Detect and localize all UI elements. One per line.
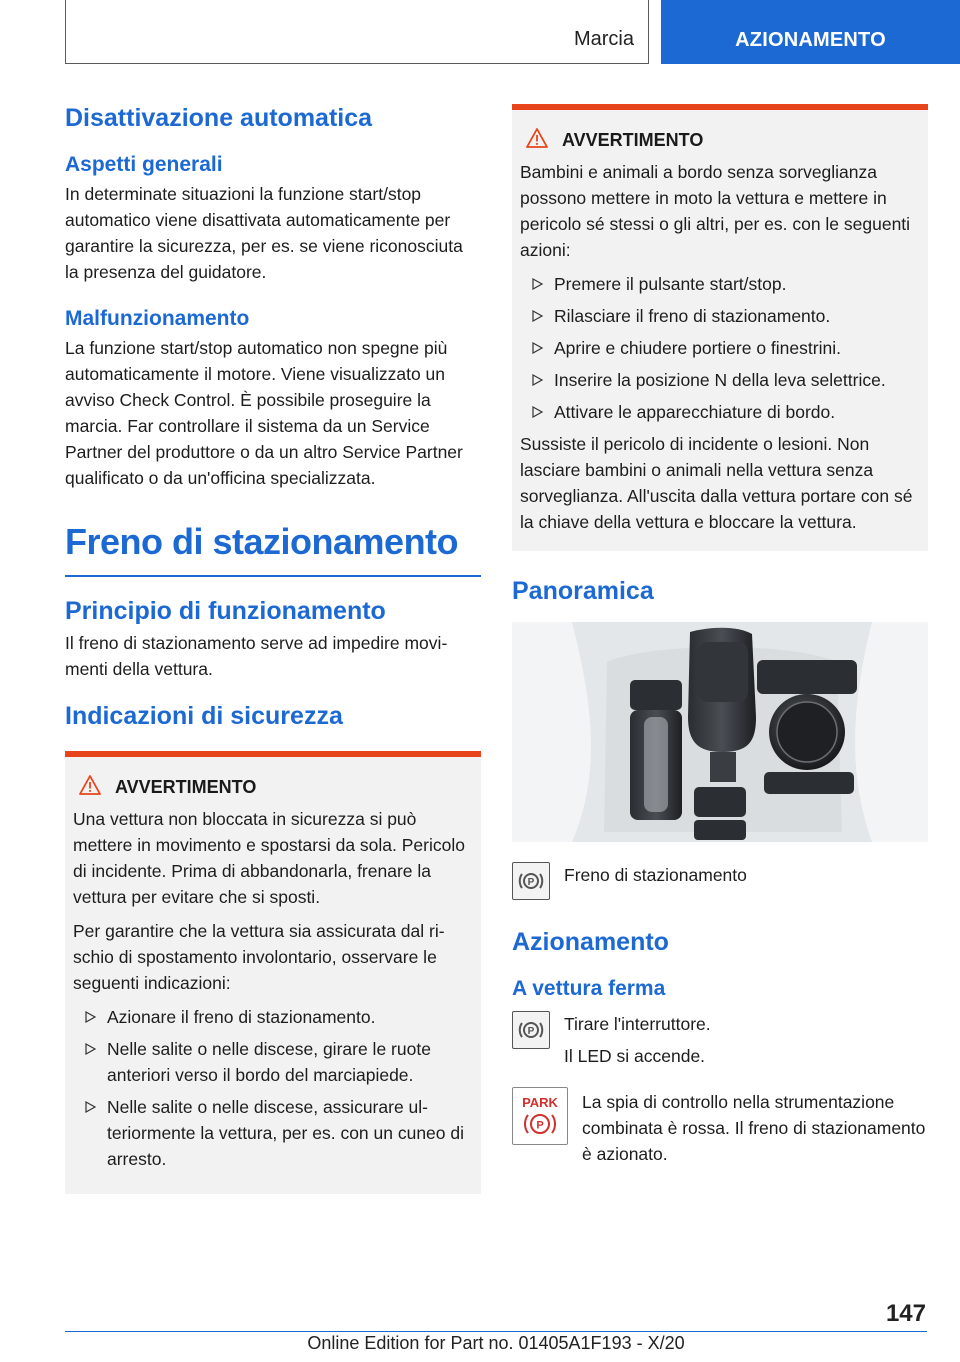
footer-edition: Online Edition for Part no. 01405A1F193 - X/20 (307, 1333, 685, 1353)
paragraph-general: In determinate situazioni la funzione start/stop automatico viene disattivata automaticamente per garantire la sicurezza, per es. se viene riconosciuta la presenza del guidatore. (65, 184, 463, 282)
footer-rule (65, 1331, 927, 1332)
warning-header (520, 128, 920, 153)
warning-list-left (73, 1004, 473, 1172)
list-item-text: Aprire e chiudere portiere o finestrini. (554, 338, 841, 358)
list-item-text: Azionare il freno di stazionamento. (107, 1006, 376, 1027)
list-item (520, 303, 920, 329)
warning-triangle-icon (526, 128, 548, 153)
chapter-title: Freno di stazionamento (65, 521, 459, 562)
left-column (65, 96, 481, 1194)
paragraph-malfunction: La funzione start/stop automatico non spegne più automaticamente il motore. Viene visualizzato un avviso Check Control. È possibile proseguire la marcia. Far controllare il sistema da un Service Partner del produttore o da un altro Service Partner qualificato o da un'officina specializzata. (65, 338, 463, 488)
triangle-bullet-icon (73, 1004, 107, 1030)
warning-paragraph-1: Una vettura non bloccata in sicurezza si può mettere in movimento e spostarsi da sola. Pericolo di incidente. Prima di abbandonarla, frenare la vettura per evitare che si sposti. (73, 808, 465, 907)
header-chapter-label: AZIONAMENTO (735, 28, 886, 51)
parking-brake-caption-row (512, 862, 928, 900)
triangle-bullet-icon (520, 367, 554, 393)
heading-principle: Principio di funzionamento (65, 596, 386, 625)
list-item (520, 399, 920, 425)
svg-text:P: P (536, 1119, 544, 1132)
warning-paragraph-2: Sussiste il pericolo di incidente o lesioni. Non lasciare bambini o animali nella vettura senza sorveglianza. All'uscita dalla vettura portare con sé la chiave della vettura e bloccare la vettura. (520, 434, 913, 532)
heading-operation: Azionamento (512, 928, 669, 956)
triangle-bullet-icon (520, 335, 554, 361)
list-item (520, 367, 920, 393)
parking-brake-icon (512, 862, 550, 900)
warning-header (73, 775, 473, 800)
warning-paragraph-2: Per garantire che la vettura sia assicurata dal rischio di spostamento involontario, osservare le seguenti indicazioni: (73, 920, 445, 993)
triangle-bullet-icon (73, 1094, 107, 1172)
list-item (520, 271, 920, 297)
header-section (65, 0, 649, 64)
warning-title: AVVERTIMENTO (562, 130, 704, 150)
warning-box-right (512, 104, 928, 551)
parking-brake-caption: Freno di stazionamento (564, 865, 747, 885)
list-item-text: Nelle salite o nelle discese, girare le ruote anteriori verso il bordo del marciapiede. (107, 1038, 431, 1085)
warning-triangle-icon (79, 775, 101, 800)
heading-safety: Indicazioni di sicurezza (65, 701, 343, 730)
indicator-text: La spia di controllo nella strumentazione combinata è rossa. Il freno di stazionamento è azionato. (582, 1092, 926, 1164)
svg-text:P: P (527, 877, 535, 888)
list-item-text: Rilasciare il freno di stazionamento. (554, 306, 831, 326)
page-number: 147 (885, 1300, 926, 1327)
indicator-row (512, 1087, 928, 1167)
list-item-text: Attivare le apparecchiature di bordo. (554, 402, 836, 422)
warning-title: AVVERTIMENTO (115, 776, 257, 797)
pull-switch-row (512, 1011, 928, 1069)
warning-list-right (520, 271, 920, 425)
park-indicator-icon (512, 1087, 568, 1145)
triangle-bullet-icon (73, 1036, 107, 1088)
triangle-bullet-icon (520, 303, 554, 329)
pull-switch-instruction: Tirare l'interruttore. (564, 1014, 711, 1034)
list-item-text: Nelle salite o nelle discese, assicurare ulteriormente la vettura, per es. con un cuneo di arresto. (107, 1096, 465, 1169)
paragraph-principle: Il freno di stazionamento serve ad impedire movimenti della vettura. (65, 632, 448, 679)
heading-automatic-deactivation: Disattivazione automatica (65, 104, 373, 132)
right-column (512, 104, 928, 1167)
heading-malfunction: Malfunzionamento (65, 307, 250, 330)
list-item (73, 1094, 473, 1172)
triangle-bullet-icon (520, 399, 554, 425)
pull-switch-text (564, 1011, 711, 1069)
triangle-bullet-icon (520, 271, 554, 297)
parking-brake-switch-icon (512, 1011, 550, 1049)
chapter-rule (65, 575, 481, 577)
led-on-text: Il LED si accende. (564, 1046, 706, 1066)
svg-text:P: P (527, 1026, 535, 1037)
warning-paragraph-1: Bambini e animali a bordo senza sorveglianza possono mettere in moto la vettura e mettere in pericolo sé stessi o gli altri, per es. con le seguenti azioni: (520, 162, 911, 260)
center-console-image (512, 622, 928, 842)
header-section-label: Marcia (573, 28, 634, 50)
list-item (520, 335, 920, 361)
heading-general: Aspetti generali (65, 153, 223, 176)
warning-box-left (65, 751, 481, 1194)
list-item-text: Premere il pulsante start/stop. (554, 274, 787, 294)
park-label: PARK (522, 1095, 558, 1110)
heading-stationary: A vettura ferma (512, 977, 666, 1000)
list-item (73, 1036, 473, 1088)
list-item-text: Inserire la posizione N della leva selettrice. (554, 370, 886, 390)
list-item (73, 1004, 473, 1030)
heading-overview: Panoramica (512, 577, 654, 605)
header-chapter (661, 0, 960, 64)
